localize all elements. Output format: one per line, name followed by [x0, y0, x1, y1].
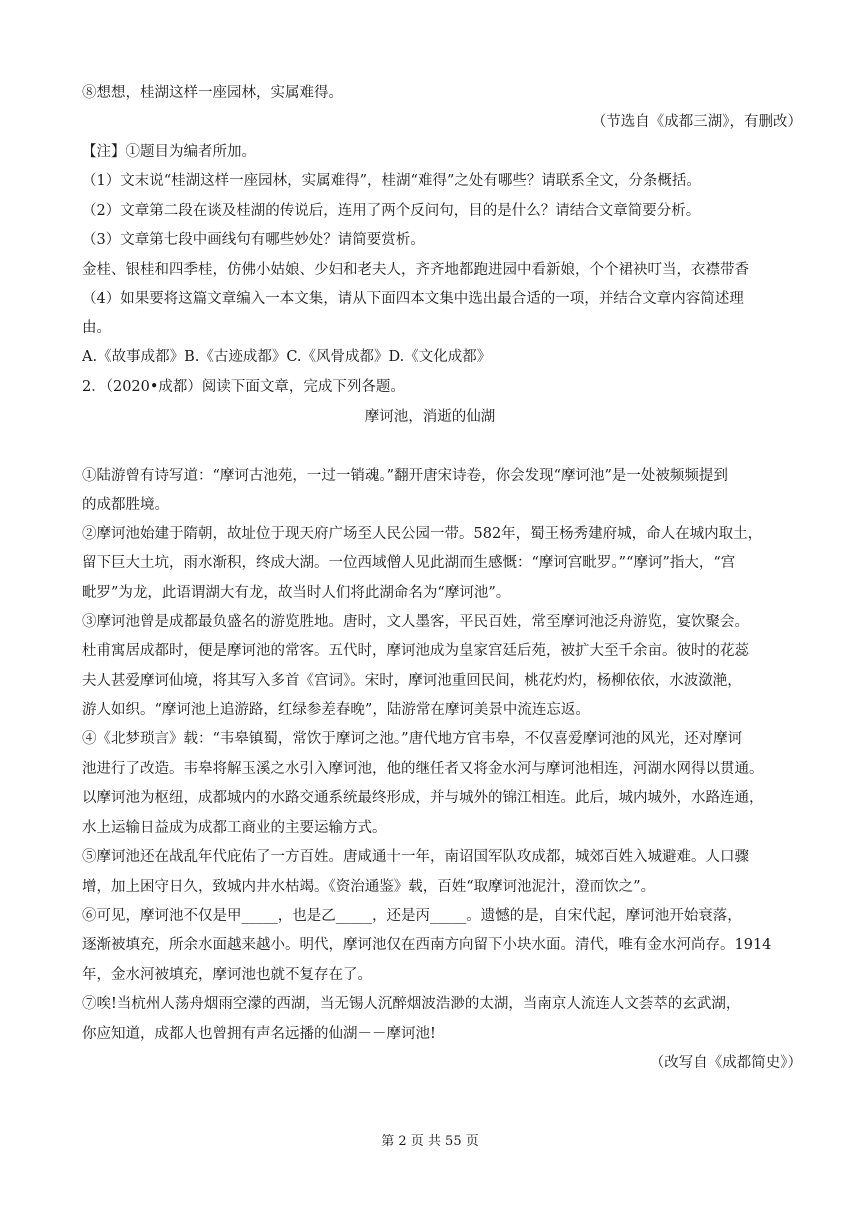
annotation-note: 【注】①题目为编者所加。: [82, 144, 256, 160]
source-note: （节选自《成都三湖》，有删改）: [591, 114, 802, 130]
question-3: （3）文章第七段中画线句有哪些妙处？请简要赏析。: [82, 232, 425, 248]
answer-options: A.《故事成都》B.《古迹成都》C.《风骨成都》D.《文化成都》: [82, 349, 492, 365]
article-paragraph-line: ⑤摩诃池还在战乱年代庇佑了一方百姓。唐咸通十一年，南诏国军队攻成都，城郊百姓入城避难。人口骤: [82, 849, 749, 865]
article-paragraph-line: 以摩诃池为枢纽，成都城内的水路交通系统最终形成，并与城外的锦江相连。此后，城内城外，水路连通，: [82, 790, 764, 806]
article-paragraph-line: 的成都胜境。: [82, 497, 169, 513]
article-paragraph-line: ②摩诃池始建于隋朝，故址位于现天府广场至人民公园一带。582年，蜀王杨秀建府城，命人在城内取土，: [82, 526, 763, 542]
article-paragraph-line: ③摩诃池曾是成都最负盛名的游览胜地。唐时，文人墨客，平民百姓，常至摩诃池泛舟游览，宴饮聚会。: [82, 614, 749, 630]
article-paragraph-line: 游人如织。“摩诃池上追游路，红绿参差春晚”，陆游常在摩诃美景中流连忘返。: [82, 702, 590, 718]
question-1: （1）文末说“桂湖这样一座园林，实属难得”，桂湖“难得”之处有哪些？请联系全文，分条概括。: [82, 173, 701, 189]
underlined-quote: 金桂、银桂和四季桂，仿佛小姑娘、少妇和老夫人，齐齐地都跑进园中看新娘，个个裙袂叮当，衣襟带香: [82, 262, 749, 278]
page-footer: 第 2 页 共 55 页: [381, 1134, 479, 1149]
article-paragraph-line: 留下巨大土坑，雨水渐积，终成大湖。一位西域僧人见此湖而生感慨：“摩诃宫毗罗。”“摩诃”指大，“宫: [82, 555, 736, 571]
article-paragraph-line: 年，金水河被填充，摩诃池也就不复存在了。: [82, 967, 372, 983]
question-2: （2）文章第二段在谈及桂湖的传说后，连用了两个反问句，目的是什么？请结合文章简要分析。: [82, 203, 701, 219]
article-title: 摩诃池，消逝的仙湖: [364, 409, 496, 425]
article-paragraph-line: 水上运输日益成为成都工商业的主要运输方式。: [82, 820, 387, 836]
question-4-cont: 由。: [82, 320, 111, 336]
article-paragraph-line: 池进行了改造。韦皋将解玉溪之水引入摩诃池，他的继任者又将金水河与摩诃池相连，河湖水网得以贯通。: [82, 761, 764, 777]
article-paragraph-line: 毗罗”为龙，此语谓湖大有龙，故当时人们将此湖命名为“摩诃池”。: [82, 585, 511, 601]
article-paragraph-line: ④《北梦琐言》载：“韦皋镇蜀，常饮于摩诃之池。”唐代地方官韦皋，不仅喜爱摩诃池的风光，还对摩诃: [82, 731, 743, 747]
article-source: （改写自《成都简史》）: [649, 1055, 802, 1071]
article-paragraph-line: 逐渐被填充，所余水面越来越小。明代，摩诃池仅在西南方向留下小块水面。清代，唯有金水河尚存。1914: [82, 937, 772, 953]
article-paragraph-line: 夫人甚爱摩诃仙境，将其写入多首《宫词》。宋时，摩诃池重回民间，桃花灼灼，杨柳依依，水波潋滟，: [82, 673, 742, 689]
article-paragraph-line: ⑦唉!当杭州人荡舟烟雨空濛的西湖，当无锡人沉醉烟波浩渺的太湖，当南京人流连人文荟萃的玄武湖，: [82, 996, 741, 1012]
article-paragraph-line: 增，加上困守日久，致城内井水枯竭。《资治通鉴》载，百姓“取摩诃池泥汁，澄而饮之”。: [82, 879, 656, 895]
article-paragraph-line: ①陆游曾有诗写道：“摩诃古池苑，一过一销魂。”翻开唐宋诗卷，你会发现“摩诃池”是一处被频频提到: [82, 468, 728, 484]
article-paragraph-line: 杜甫寓居成都时，便是摩诃池的常客。五代时，摩诃池成为皇家宫廷后苑，被扩大至千余亩。彼时的花蕊: [82, 643, 749, 659]
question-4: （4）如果要将这篇文章编入一本文集，请从下面四本文集中选出最合适的一项，并结合文章内容简述理: [82, 291, 744, 307]
section-2-heading: 2．（2020•成都）阅读下面文章，完成下列各题。: [82, 379, 405, 395]
paragraph-8: ⑧想想，桂湖这样一座园林，实属难得。: [82, 85, 343, 101]
article-paragraph-line: ⑥可见，摩诃池不仅是甲_____，也是乙_____，还是丙_____。遗憾的是，自宋代起，摩诃池开始衰落，: [82, 908, 742, 924]
article-paragraph-line: 你应知道，成都人也曾拥有声名远播的仙湖－－摩诃池!: [82, 1026, 436, 1042]
